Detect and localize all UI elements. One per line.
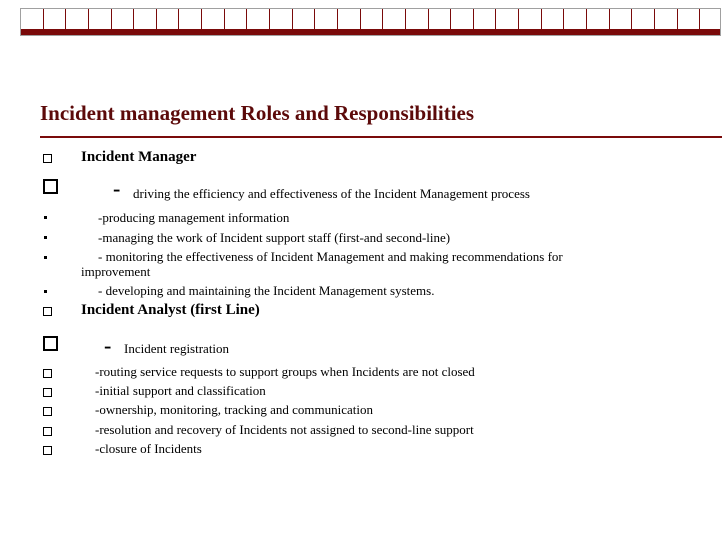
header-bar-segment [496,9,519,35]
lead-text: Incident registration [124,341,230,356]
header-bar-segment [179,9,202,35]
header-bar-segment [112,9,135,35]
small-bullet-icon [44,216,47,219]
header-bar-segment [338,9,361,35]
header-decoration-bar [20,8,721,36]
square-bullet-icon [43,427,52,436]
header-bar-segment [383,9,406,35]
header-bar-segment [361,9,384,35]
square-bullet-icon [43,369,52,378]
section-heading-incident-manager: Incident Manager [81,149,197,165]
header-bar-segment [406,9,429,35]
small-bullet-icon [44,290,47,293]
list-item: -initial support and classification [95,383,266,398]
small-bullet-icon [44,236,47,239]
lead-dash: - [104,333,112,358]
slide-title: Incident management Roles and Responsibilities [40,101,475,125]
square-bullet-icon [43,388,52,397]
title-underline [40,136,722,138]
header-bar-segment [632,9,655,35]
section-heading-incident-analyst: Incident Analyst (first Line) [81,302,260,318]
header-bar-segment [700,9,720,35]
header-bar-segment [202,9,225,35]
list-item: -managing the work of Incident support staff (first-and second-line) [98,230,451,245]
lead-text: driving the efficiency and effectiveness of the Incident Management process [133,186,530,201]
square-bullet-icon [43,407,52,416]
square-bullet-icon [43,179,58,194]
list-item-continuation: improvement [81,264,151,279]
header-bar-segment [44,9,67,35]
header-bar-segment [66,9,89,35]
header-bar-segment [270,9,293,35]
square-bullet-icon [43,154,52,163]
header-bar-segment [293,9,316,35]
square-bullet-icon [43,446,52,455]
header-bar-segment [89,9,112,35]
header-bar-segment [157,9,180,35]
header-bar-segment [247,9,270,35]
lead-dash: - [113,176,121,201]
header-bar-segment [564,9,587,35]
header-bar-segment [429,9,452,35]
header-bar-segment [542,9,565,35]
list-item: -routing service requests to support groups when Incidents are not closed [95,364,475,379]
list-item: -ownership, monitoring, tracking and communication [95,402,373,417]
header-bar-segment [225,9,248,35]
small-bullet-icon [44,256,47,259]
header-bar-segment [21,9,44,35]
list-item: - developing and maintaining the Incident Management systems. [98,283,435,298]
list-item: -resolution and recovery of Incidents not assigned to second-line support [95,422,474,437]
list-item: -producing management information [98,210,290,225]
header-bar-segment [610,9,633,35]
header-bar-segment [587,9,610,35]
square-bullet-icon [43,336,58,351]
header-bar-segment [315,9,338,35]
header-bar-segment [655,9,678,35]
list-item: - monitoring the effectiveness of Incident Management and making recommendations for [98,249,563,264]
header-bar-segment [474,9,497,35]
header-bar-segment [519,9,542,35]
header-bar-segment [134,9,157,35]
square-bullet-icon [43,307,52,316]
header-bar-segment [451,9,474,35]
header-bar-segment [678,9,701,35]
list-item: -closure of Incidents [95,441,202,456]
